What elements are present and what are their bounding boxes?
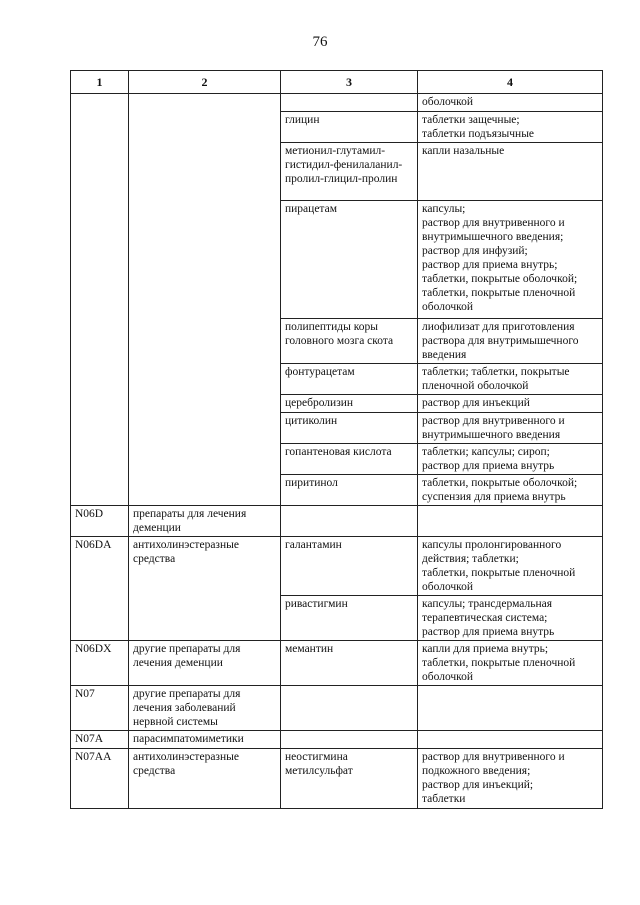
atc-code-cell	[71, 94, 129, 506]
drug-name-cell: цитиколин	[281, 413, 418, 444]
dosage-form-line: таблетки, покрытые оболочкой;	[422, 477, 578, 489]
drug-name-cell: гопантеновая кислота	[281, 444, 418, 475]
dosage-form-line: капсулы;	[422, 203, 466, 215]
table-row	[71, 537, 603, 596]
dosage-form-line: таблетки; капсулы; сироп;	[422, 446, 550, 458]
dosage-forms-cell	[418, 413, 603, 444]
drug-name-cell: ривастигмин	[281, 596, 418, 641]
dosage-form-line: таблетки, покрытые пленочной оболочкой	[422, 287, 576, 313]
dosage-form-line: капли для приема внутрь;	[422, 643, 549, 655]
dosage-form-line: таблетки, покрытые оболочкой;	[422, 273, 578, 285]
drug-name-cell: полипептиды коры головного мозга скота	[281, 319, 418, 364]
atc-code-cell: N07A	[71, 731, 129, 749]
dosage-forms-cell	[418, 686, 603, 731]
drug-name-cell: метионил-глутамил-гистидил-фенилаланил-пролил-глицил-пролин	[281, 143, 418, 201]
dosage-form-line: таблетки	[422, 793, 466, 805]
atc-code-cell: N06D	[71, 506, 129, 537]
table-row	[71, 686, 603, 731]
drug-table	[70, 70, 603, 809]
drug-name-cell: церебролизин	[281, 395, 418, 413]
dosage-form-line: суспензия для приема внутрь	[422, 491, 566, 503]
atc-code-cell: N07AA	[71, 749, 129, 809]
dosage-form-line: лиофилизат для приготовления раствора для внутримышечного введения	[422, 321, 579, 361]
column-header-1: 1	[71, 71, 129, 94]
anatomical-group-cell: другие препараты для лечения деменции	[129, 641, 281, 686]
dosage-form-line: раствор для приема внутрь	[422, 626, 555, 638]
table-body	[71, 94, 603, 809]
table-row	[71, 641, 603, 686]
dosage-form-line: капли назальные	[422, 145, 505, 157]
dosage-forms-cell	[418, 364, 603, 395]
dosage-forms-cell	[418, 395, 603, 413]
drug-name-cell: глицин	[281, 112, 418, 143]
dosage-forms-cell	[418, 444, 603, 475]
dosage-forms-cell	[418, 596, 603, 641]
dosage-forms-cell	[418, 201, 603, 319]
dosage-form-line: таблетки защечные;	[422, 114, 520, 126]
dosage-form-line: таблетки подъязычные	[422, 128, 535, 140]
column-header-2: 2	[129, 71, 281, 94]
dosage-form-line: оболочкой	[422, 96, 474, 108]
drug-name-cell: галантамин	[281, 537, 418, 596]
dosage-forms-cell	[418, 112, 603, 143]
dosage-form-line: раствор для внутривенного и внутримышечного введения;	[422, 217, 565, 243]
dosage-forms-cell	[418, 143, 603, 201]
drug-name-cell	[281, 731, 418, 749]
dosage-form-line: капсулы пролонгированного действия; таблетки;	[422, 539, 562, 565]
dosage-form-line: раствор для инфузий;	[422, 245, 528, 257]
table-row	[71, 731, 603, 749]
dosage-form-line: раствор для внутривенного и внутримышечного введения	[422, 415, 565, 441]
dosage-forms-cell	[418, 731, 603, 749]
drug-name-cell: пиритинол	[281, 475, 418, 506]
dosage-form-line: раствор для приема внутрь;	[422, 259, 558, 271]
atc-code-cell: N06DA	[71, 537, 129, 641]
dosage-form-line: раствор для приема внутрь	[422, 460, 555, 472]
dosage-forms-cell	[418, 94, 603, 112]
dosage-forms-cell	[418, 749, 603, 809]
drug-name-cell: пирацетам	[281, 201, 418, 319]
drug-name-cell	[281, 94, 418, 112]
dosage-forms-cell	[418, 641, 603, 686]
anatomical-group-cell: парасимпатомиметики	[129, 731, 281, 749]
table-row	[71, 94, 603, 112]
drug-name-cell: неостигмина метилсульфат	[281, 749, 418, 809]
table-row	[71, 506, 603, 537]
atc-code-cell: N07	[71, 686, 129, 731]
atc-code-cell: N06DX	[71, 641, 129, 686]
page-number: 76	[312, 34, 328, 50]
dosage-form-line: таблетки; таблетки, покрытые пленочной оболочкой	[422, 366, 570, 392]
drug-name-cell: мемантин	[281, 641, 418, 686]
dosage-form-line: таблетки, покрытые пленочной оболочкой	[422, 567, 576, 593]
dosage-forms-cell	[418, 475, 603, 506]
dosage-forms-cell	[418, 319, 603, 364]
anatomical-group-cell	[129, 94, 281, 506]
table-row	[71, 749, 603, 809]
dosage-form-line: таблетки, покрытые пленочной оболочкой	[422, 657, 576, 683]
column-header-4: 4	[418, 71, 603, 94]
drug-name-cell: фонтурацетам	[281, 364, 418, 395]
dosage-form-line: раствор для инъекций	[422, 397, 530, 409]
column-header-3: 3	[281, 71, 418, 94]
dosage-forms-cell	[418, 506, 603, 537]
drug-name-cell	[281, 506, 418, 537]
dosage-form-line: раствор для внутривенного и подкожного введения;	[422, 751, 565, 777]
dosage-forms-cell	[418, 537, 603, 596]
anatomical-group-cell: антихолинэстеразные средства	[129, 537, 281, 641]
table-header-row	[71, 71, 603, 94]
dosage-form-line: капсулы; трансдермальная терапевтическая система;	[422, 598, 552, 624]
anatomical-group-cell: антихолинэстеразные средства	[129, 749, 281, 809]
anatomical-group-cell: другие препараты для лечения заболеваний нервной системы	[129, 686, 281, 731]
dosage-form-line: раствор для инъекций;	[422, 779, 534, 791]
drug-name-cell	[281, 686, 418, 731]
anatomical-group-cell: препараты для лечения деменции	[129, 506, 281, 537]
